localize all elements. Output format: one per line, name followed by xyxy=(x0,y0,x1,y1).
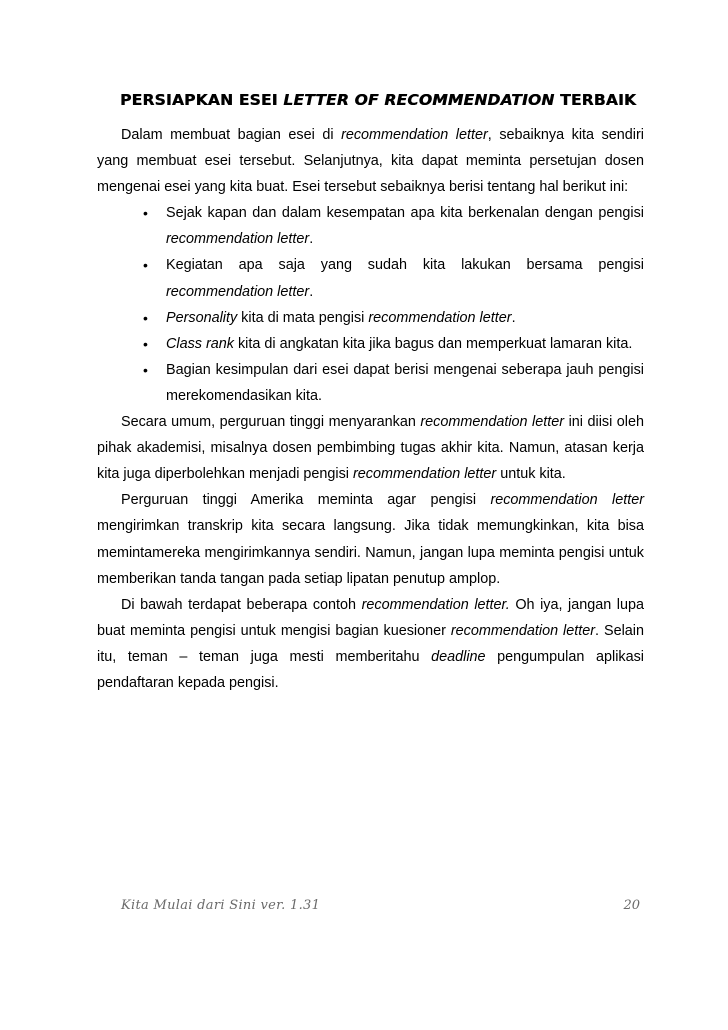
text-run: . xyxy=(309,231,314,248)
title-suffix: TERBAIK xyxy=(554,91,637,109)
text-run-italic: recommendation letter. xyxy=(361,596,510,613)
text-run: Oh iya, jangan lupa buat meminta pengisi untuk mengisi bagian kuesioner xyxy=(97,596,644,639)
list-item xyxy=(97,252,644,304)
text-run-italic: deadline xyxy=(431,648,486,665)
text-run: mengirimkan transkrip kita secara langsung. Jika tidak memungkinkan, kita bisa memintamereka mengirimkannya sendiri. Namun, jangan lupa meminta pengisi untuk memberikan tanda tangan pada setiap lipatan penutup amplop. xyxy=(97,518,644,587)
page-number: 20 xyxy=(623,898,640,913)
text-run: untuk kita. xyxy=(496,466,566,483)
text-run-italic: recommendation letter xyxy=(368,309,512,326)
text-run: ini diisi oleh pihak akademisi, misalnya dosen pembimbing tugas akhir kita. Namun, atasan kerja kita juga diperbolehkan menjadi pengisi xyxy=(97,414,644,483)
bullet-icon: • xyxy=(143,205,148,222)
text-run-italic: recommendation letter xyxy=(166,231,310,248)
text-run: Dalam membuat bagian esei di xyxy=(121,127,342,143)
text-run-italic: recommendation letter xyxy=(353,466,497,483)
text-run: Sejak kapan dan dalam kesempatan apa kita berkenalan dengan pengisi xyxy=(166,205,644,222)
bullet-list xyxy=(97,200,644,409)
section-title xyxy=(120,91,660,109)
text-run: pengumpulan aplikasi pendaftaran kepada pengisi. xyxy=(97,648,644,691)
text-run: , sebaiknya kita sendiri yang membuat esei tersebut. Selanjutnya, kita dapat meminta persetujan dosen mengenai esei yang kita buat. Esei tersebut sebaiknya berisi tentang hal berikut ini: xyxy=(97,127,644,196)
list-item xyxy=(97,200,644,252)
text-run: Secara umum, perguruan tinggi menyarankan xyxy=(121,414,421,431)
footer-title: Kita Mulai dari Sini ver. 1.31 xyxy=(121,898,321,913)
bullet-icon: • xyxy=(143,361,148,378)
text-run: kita di mata pengisi xyxy=(237,309,369,326)
paragraph-examples xyxy=(97,592,644,696)
text-run: kita di angkatan kita jika bagus dan memperkuat lamaran kita. xyxy=(233,335,633,352)
bullet-icon: • xyxy=(143,309,148,326)
list-item xyxy=(97,305,644,331)
title-prefix: PERSIAPKAN ESEI xyxy=(120,91,284,109)
text-run-italic: Personality xyxy=(166,309,238,326)
text-run-italic: recommendation letter xyxy=(341,127,488,143)
text-run: . Selain itu, teman – teman juga mesti memberitahu xyxy=(97,622,644,665)
list-item xyxy=(97,331,644,357)
text-run-italic: recommendation letter xyxy=(420,414,565,431)
text-run: Kegiatan apa saja yang sudah kita lakukan bersama pengisi xyxy=(166,257,644,274)
text-run: . xyxy=(309,283,314,300)
text-run-italic: Class rank xyxy=(166,335,234,352)
list-item xyxy=(97,357,644,409)
paragraph-america xyxy=(97,487,644,591)
text-run: Bagian kesimpulan dari esei dapat berisi mengenai seberapa jauh pengisi merekomendasikan kita. xyxy=(166,361,644,404)
text-run: Di bawah terdapat beberapa contoh xyxy=(121,596,362,613)
text-run: . xyxy=(511,309,516,326)
text-run-italic: recommendation letter xyxy=(450,622,596,639)
paragraph-intro xyxy=(97,122,644,200)
bullet-icon: • xyxy=(143,335,148,352)
text-run-italic: recommendation letter xyxy=(166,283,310,300)
title-italic: LETTER OF RECOMMENDATION xyxy=(283,91,555,109)
body-text xyxy=(97,122,644,696)
paragraph-academics xyxy=(97,409,644,487)
text-run: Perguruan tinggi Amerika meminta agar pengisi xyxy=(121,492,491,509)
bullet-icon: • xyxy=(143,257,148,274)
text-run-italic: recommendation letter xyxy=(490,492,644,509)
